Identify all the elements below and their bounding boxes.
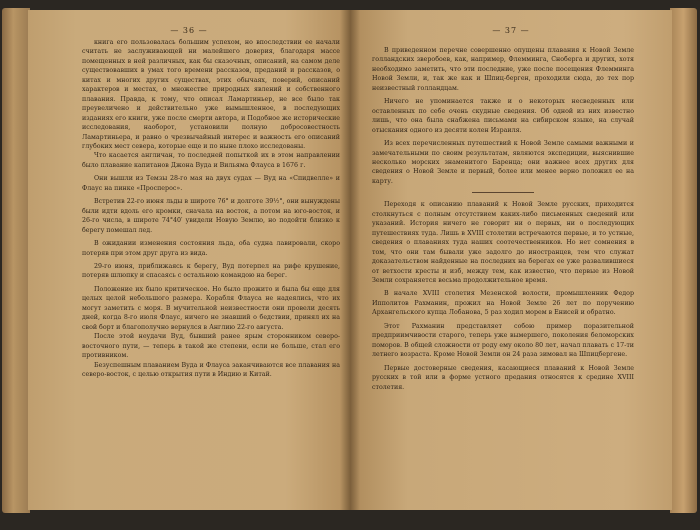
left-paragraph: В ожидании изменения состояния льда, оба судна лавировали, скоро потеряв при этом друг друга из вида. <box>82 240 340 257</box>
right-page-text <box>372 46 634 392</box>
section-divider <box>472 192 534 193</box>
right-paragraph: В приведенном перечне совершенно опущены плавания к Новой Земле голландских зверобоев, как, например, Флемминга, Сноберга и других, хотя необходимо заметить, что эти последние, уже после посещения Флемминга Новой Земли, и, так же как и Шпиц-берген, проходили сюда, до тех пор неизвестный голландцам. <box>372 47 634 92</box>
right-paragraph: Этот Рахманин представляет собою пример поразительной предприимчивости старого, теперь уже вымершего, поколения беломорских поморов. В общей сложности от роду ему около 80 лет, начал плавать с 17-ти летнего возраста. Кроме Новой Земли он 24 раза зимовал на Шпицбергене. <box>372 322 634 359</box>
right-paragraph: Из всех перечисленных путешествий к Новой Земле самыми важными и замечательными по своим результатам, являются экспедиции, выяснившие несколько морских знаменитого Баренца; они важнее всех других для сведения о Новой Земле и первый, более или менее верно положил ее на карту. <box>372 140 634 185</box>
right-page-stack <box>670 8 697 513</box>
left-paragraph: книга его пользовалась большим успехом, но впоследствии ее начали считать не заслуживающей ни малейшего доверия, благодаря массе помещенных в ней различных, как бы сказочных, описаний, на самом деле существовавших в умах того времени рассказов, преданий и рассказов, о китах и многих других существах, этих обычаях, поверий, описаний характеров и местах, о множестве природных явлений и собственного плавания. Правда, к тому, что описал Ламартиньер, не все было так преувеличено и действительно уже вымышленное, в последующих изданиях его книги, уже после смерти автора, и Подобное же исторические исследования, наоборот, установили полную добросовестность Ламартиньера, и равно о чрезвычайный интерес и важность его описаний глубоких мест севера, которые еще и по ныне плохо исследованы. <box>82 39 340 150</box>
left-paragraph: Положение их было критическое. Но было прожито и была бы еще для целых целой небольшого размера. Корабля Флауса не надеялись, что их могут заметить с моря. В мучительной неизвестности они провели десять дней, когда 8-го июля Флаус, ничего не знавший о бедствии, принял их на свой борт и благополучно вернулся в Англию 22-го августа. <box>82 285 340 331</box>
left-paragraph: После этой неудачи Вуд, бывший ранее ярым сторонником северо-восточного пути, — теперь в такой же степени, если не больше, стал его противником. <box>82 333 340 360</box>
left-page <box>28 10 350 510</box>
right-paragraph: Первые достоверные сведения, касающиеся плаваний к Новой Земле русских в той или в форме устного предания относятся к средине XVIII столетия. <box>372 364 634 391</box>
left-page-number: — 36 — <box>170 26 208 35</box>
left-paragraph: Встретив 22-го июня льды в широте 76° и долготе 39½°, они вынуждены были идти вдоль его кромки, сначала на восток, а потом на юго-восток, и 26-го числа, в широте 74°40′ увидели Новую Землю, но подойти близко к берегу помешал лед. <box>82 198 340 234</box>
left-page-text <box>82 38 340 379</box>
left-paragraph: 29-го июня, приближаясь к берегу, Вуд потерпел на рифе крушение, потеряв шлюпку и спасаясь с остальною командою на берег. <box>82 262 340 280</box>
left-paragraph: Они вышли из Темзы 28-го мая на двух судах — Вуд на «Спидвелле» и Флаус на пинке «Просперос». <box>82 175 340 192</box>
left-paragraph: Что касается англичан, то последней попыткой их в этом направлении было плавание капитанов Джона Вуда и Вильяма Флауса в 1676 г. <box>82 152 340 169</box>
right-page <box>350 10 672 510</box>
right-paragraph: В начале XVIII столетия Мезенской волости, промышленник Федор Ипполитов Рахманин, прожил на Новой Земле 26 лет по поручению Архангельского купца Лобанова, 5 раз ходил морем в Енисей и обратно. <box>372 290 634 317</box>
left-page-stack <box>2 8 30 513</box>
right-paragraph: Переходя к описанию плаваний к Новой Земле русских, приходится столкнуться с полным отсутствием каких-либо письменных сведений или указаний. История ничего не говорит ни о первых, ни о последующих путешествиях туда. Лишь в XVIII столетии встречаются первые, и то устные, сведения о плаваниях туда наших соотечественников. Но нет сомнения в том, что они там бывали уже задолго до иностранцев, тем что служат доказательством найденные на последних на берегах ее уже развалившиеся от ветхости кресты и изб, между тем, как известно, что первые из Новой Земли сохраняется весьма продолжительное время. <box>372 201 634 284</box>
right-paragraph: Ничего не упоминается также и о некоторых несведенных или оставленных по себе очень скудные сведения. Об одной из них известно лишь, что она была снабжена письмами на сибирском языке, на случай отыскания одного из десяти колен Израиля. <box>372 98 634 134</box>
left-paragraph: Безуспешным плаванием Вуда и Флауса заканчиваются все плавания на северо-восток, с целью открытия пути в Индию и Китай. <box>82 361 340 378</box>
book-gutter <box>340 10 360 510</box>
right-page-number: — 37 — <box>492 26 530 35</box>
